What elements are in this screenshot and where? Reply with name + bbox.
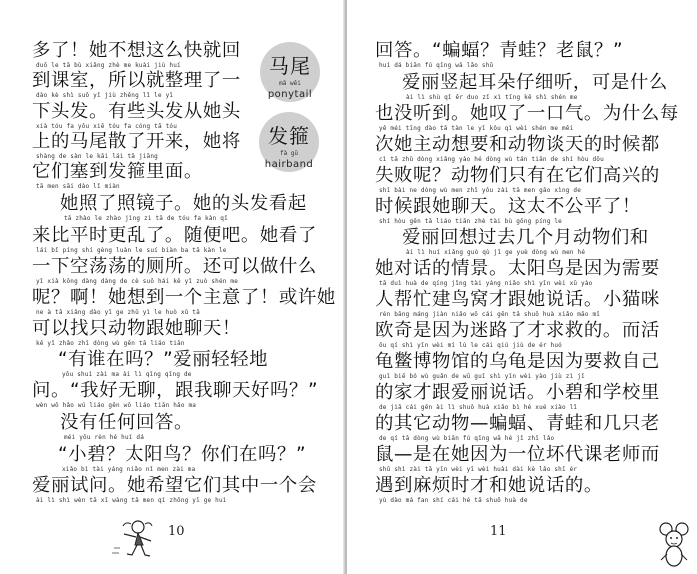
hanzi-text: 龟鳖博物馆的乌龟是因为要救自己 <box>375 351 660 372</box>
pinyin-text: shī bài ne dòng wù men zhǐ yǒu zài tā men gāo xìng de <box>379 187 582 194</box>
hanzi-text: 失败呢？动物们只有在它们高兴的 <box>375 165 660 186</box>
hanzi-text: 到课室，所以就整理了一 <box>32 70 241 91</box>
pinyin-text: rén bāng máng jiàn niǎo wō cái gēn tā shuō huà xiǎo māo mī <box>379 311 601 318</box>
hanzi-text: 她对话的情景。太阳鸟是因为需要 <box>375 258 660 279</box>
text-line <box>32 380 318 410</box>
text-line <box>32 475 317 505</box>
pinyin-text: lái bǐ píng shí gèng luàn le suí biàn ba tā kàn le <box>36 247 227 254</box>
pinyin-text: de jiā cái gēn ài lì shuō huà xiǎo bì hé xué xiào lǐ <box>379 404 578 411</box>
pinyin-text: yǒu shuí zài ma ài lì qīng qīng de <box>62 371 192 378</box>
pinyin-text: yě méi tīng dào tā tàn le yī kǒu qì wèi shén me měi <box>379 125 574 132</box>
pinyin-text: ài lì shù qǐ ěr duo zǐ xì tīng kě shì shén me <box>406 94 578 101</box>
hanzi-text: 下头发。有些头发从她头 <box>32 101 241 122</box>
mouse-doodle-icon <box>657 520 691 570</box>
text-line <box>402 227 649 257</box>
text-line <box>58 349 268 379</box>
pinyin-text: ōu qí shì yīn wèi mí lù le cái qiú jiù de ér huó <box>379 342 562 349</box>
text-line <box>60 412 193 442</box>
text-line <box>375 320 660 350</box>
text-line <box>32 287 336 317</box>
text-line <box>375 444 660 474</box>
pinyin-text: xià tóu fa yǒu xiē tóu fa cóng tā tóu <box>36 123 178 130</box>
pinyin-text: ài lì huí xiǎng guò qù jǐ ge yuè dòng wù men hé <box>406 249 586 256</box>
vocab-pinyin: mǎ wěi <box>279 80 301 87</box>
pinyin-text: cì tā zhǔ dòng xiǎng yào hé dòng wù tán tiān de shí hòu dōu <box>379 156 604 163</box>
hanzi-text: 爱丽试问。她希望它们其中一个会 <box>32 475 317 496</box>
vocab-bubble-ponytail <box>260 42 320 102</box>
pinyin-text: wèn wǒ hǎo wú liáo gēn wǒ liáo tiān hǎo ma <box>36 402 197 409</box>
page-number: 10 <box>168 524 185 539</box>
hanzi-text: 欧奇是因为迷路了才求救的。而活 <box>375 320 660 341</box>
text-line <box>32 318 241 348</box>
hanzi-text: 也没听到。她叹了一口气。为什么每 <box>375 103 679 124</box>
hanzi-text: 回答。“蝙蝠？青蛙？老鼠？” <box>375 40 624 61</box>
hanzi-text: 的其它动物—蝙蝠、青蛙和几只老 <box>375 413 660 434</box>
hanzi-text: 次她主动想要和动物谈天的时候都 <box>375 134 660 155</box>
pinyin-text: shǔ shì zài tā yīn wèi yī wèi huài dài kè lǎo shī ér <box>379 466 578 473</box>
text-line <box>58 444 306 474</box>
text-line <box>60 193 307 223</box>
right-page <box>347 0 697 574</box>
pinyin-text: ài lì shì wèn tā xī wàng tā men qí zhōng yī ge huì <box>36 497 227 504</box>
hanzi-text: 一下空荡荡的厕所。还可以做什么 <box>32 256 317 277</box>
text-line <box>32 225 317 255</box>
hanzi-text: “小碧？太阳鸟？你们在吗？” <box>58 444 307 465</box>
pinyin-text: yù dào má fan shí cái hé tā shuō huà de <box>379 497 528 504</box>
vocab-hanzi: 马尾 <box>269 54 311 78</box>
pinyin-text: guī biē bó wù guǎn de wū guī shì yīn wèi yào jiù zì jǐ <box>379 373 585 380</box>
hanzi-text: 多了！她不想这么快就回 <box>32 40 241 61</box>
text-line <box>32 70 241 100</box>
page-number: 11 <box>490 524 507 539</box>
vocab-english: ponytail <box>267 89 313 100</box>
hanzi-text: 爱丽回想过去几个月动物们和 <box>402 227 649 248</box>
text-line <box>375 165 660 195</box>
hanzi-text: 上的马尾散了开来，她将 <box>32 131 241 152</box>
text-line <box>32 40 241 70</box>
pinyin-text: kě yǐ zhǎo zhī dòng wù gēn tā liáo tiān <box>36 340 185 347</box>
hanzi-text: 爱丽竖起耳朵仔细听，可是什么 <box>402 72 668 93</box>
hanzi-text: 它们塞到发箍里面。 <box>32 161 203 182</box>
hanzi-text: “有谁在吗？”爱丽轻轻地 <box>58 349 269 370</box>
hanzi-text: 鼠—是在她因为一位坏代课老师而 <box>375 444 660 465</box>
text-line <box>375 40 623 70</box>
hanzi-text: 呢？啊！她想到一个主意了！或许她 <box>32 287 336 308</box>
text-line <box>32 161 203 191</box>
text-line <box>375 382 660 412</box>
hanzi-text: 时候跟她聊天。这太不公平了！ <box>375 196 641 217</box>
hanzi-text: 人帮忙建鸟窝才跟她说话。小猫咪 <box>375 289 660 310</box>
hanzi-text: 问。“我好无聊，跟我聊天好吗？” <box>32 380 319 401</box>
pinyin-text: tā duì huà de qíng jǐng tài yáng niǎo shì yīn wèi xū yào <box>379 280 593 287</box>
text-line <box>375 289 660 319</box>
text-line <box>375 475 603 505</box>
pinyin-text: dào kè shì suǒ yǐ jiù zhěng lǐ le yī <box>36 92 174 99</box>
text-line <box>375 103 679 133</box>
pinyin-text: de qí tā dòng wù biān fú qīng wā hé jǐ zhī lǎo <box>379 435 555 442</box>
text-line <box>375 134 660 164</box>
text-line <box>375 258 660 288</box>
text-line <box>32 101 241 131</box>
running-girl-doodle-icon <box>110 518 158 560</box>
pinyin-text: ne à tā xiǎng dào yī ge zhǔ yì le huò xǔ tā <box>36 309 200 316</box>
hanzi-text: 遇到麻烦时才和她说话的。 <box>375 475 603 496</box>
hanzi-text: 她照了照镜子。她的头发看起 <box>60 193 307 214</box>
pinyin-text: xiǎo bì tài yáng niǎo nǐ men zài ma <box>62 466 196 473</box>
pinyin-text: yī xià kōng dàng dàng de cè suǒ hái kě yǐ zuò shén me <box>36 278 239 285</box>
text-line <box>375 351 660 381</box>
hanzi-text: 可以找只动物跟她聊天！ <box>32 318 241 339</box>
text-line <box>32 131 241 161</box>
pinyin-text: duō le tā bù xiǎng zhè me kuài jiù huí <box>36 62 181 69</box>
pinyin-text: shí hòu gēn tā liáo tiān zhè tài bù gōng píng le <box>379 218 562 225</box>
text-line <box>402 72 668 102</box>
text-line <box>32 256 317 286</box>
hanzi-text: 来比平时更乱了。随便吧。她看了 <box>32 225 317 246</box>
left-page <box>0 0 345 574</box>
hanzi-text: 没有任何回答。 <box>60 412 193 433</box>
pinyin-text: tā men sāi dào lǐ miàn <box>36 183 120 190</box>
pinyin-text: shàng de sàn le kāi lái tā jiāng <box>36 153 158 160</box>
vocab-hanzi: 发箍 <box>268 124 310 148</box>
hanzi-text: 的家才跟爱丽说话。小碧和学校里 <box>375 382 660 403</box>
pinyin-text: tā zhào le zhào jìng zi tā de tóu fa kàn qǐ <box>64 215 228 222</box>
text-line <box>375 196 641 226</box>
vocab-bubble-hairband <box>259 112 319 172</box>
text-line <box>375 413 660 443</box>
vocab-pinyin: fà gū <box>279 150 299 157</box>
vocab-english: hairband <box>264 159 314 170</box>
pinyin-text: méi yǒu rèn hé huí dá <box>64 434 145 441</box>
pinyin-text: huí dá biān fú qīng wā lǎo shǔ <box>379 62 494 69</box>
